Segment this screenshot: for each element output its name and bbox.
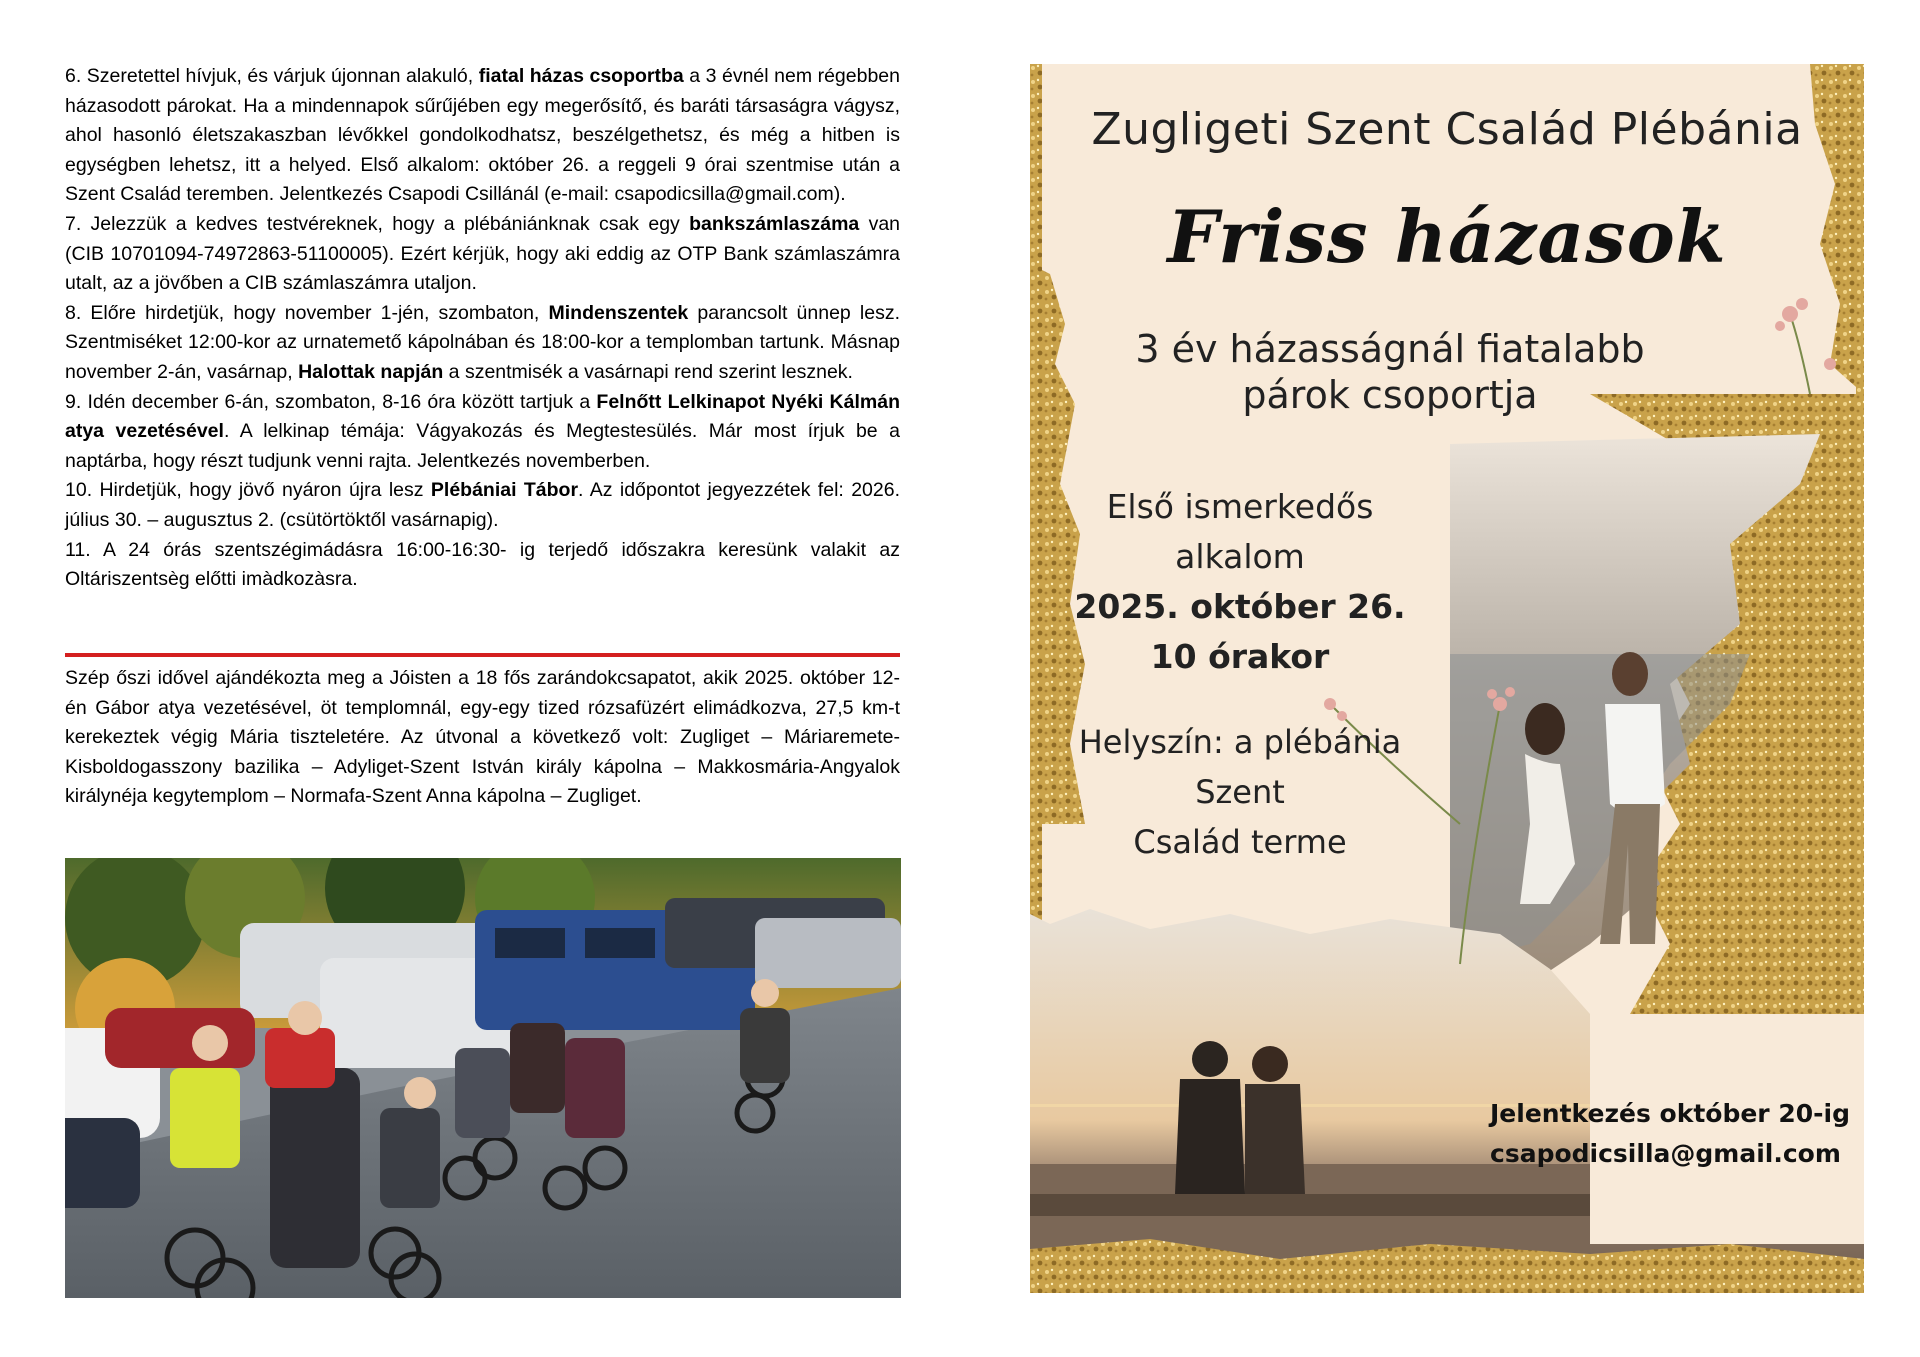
announcement-8-bold-1: Mindenszentek: [548, 301, 689, 324]
cyclists-photo: [65, 858, 901, 1298]
poster-first-line-1: Első ismerkedős: [1106, 487, 1374, 526]
announcement-9: [65, 388, 900, 477]
announcement-6-text: 6. Szeretettel hívjuk, és várjuk újonnan alakuló,: [65, 65, 479, 87]
announcement-10-text: 10. Hirdetjük, hogy jövő nyáron újra lesz: [65, 479, 431, 502]
announcement-9-text-end: . A lelkinap témája: Vágyakozás és Megtestesülés. Már most írjuk be a naptárba, hogy részt tudjunk venni rajta. Jelentkezés novemberben.: [65, 420, 900, 472]
poster-date-line-2: 10 órakor: [1150, 637, 1330, 676]
poster-email: csapodicsilla@gmail.com: [1490, 1139, 1841, 1168]
announcement-7-text-end: van (CIB 10701094-74972863-51100005). Ezért kérjük, hogy aki eddig az OTP Bank számlaszámra utalt, az a jövőben a CIB számlaszámra utaljon.: [65, 212, 901, 295]
poster-location-line-2: Család terme: [1133, 823, 1347, 861]
poster-title: Friss házasok: [1167, 194, 1727, 279]
announcement-7-bold: bankszámlaszáma: [689, 212, 860, 235]
announcement-7-text: 7. Jelezzük a kedves testvéreknek, hogy a plébániánknak csak egy: [65, 212, 690, 235]
announcement-8-text: 8. Előre hirdetjük, hogy november 1-jén, szombaton,: [65, 301, 549, 324]
poster-registration: [1490, 1094, 1850, 1174]
announcement-8-bold-2: Halottak napján: [298, 360, 444, 383]
announcement-6-bold: fiatal házas csoportba: [478, 65, 684, 87]
announcement-8-text-end: a szentmisék a vasárnapi rend szerint lesznek.: [443, 360, 853, 383]
red-divider: [65, 653, 900, 657]
announcement-8: [65, 299, 900, 388]
poster-date: [1050, 582, 1430, 682]
announcement-8-text-mid: parancsolt ünnep lesz. Szentmiséket 12:00-kor az urnatemető kápolnában és 18:00-kor a templomban tartunk. Másnap november 2-án, vasárnap,: [65, 301, 900, 383]
poster-registration-deadline: Jelentkezés október 20-ig: [1490, 1099, 1850, 1128]
poster-subtitle: [1090, 326, 1690, 418]
announcement-10-bold: Plébániai Tábor: [430, 479, 579, 502]
poster-parish-name: Zugligeti Szent Család Plébánia: [1091, 104, 1803, 155]
poster-first-meeting: [1050, 482, 1430, 582]
poster-location-line-1: Helyszín: a plébánia Szent: [1078, 723, 1402, 811]
announcement-9-text: 9. Idén december 6-án, szombaton, 8-16 óra között tartjuk a: [65, 390, 597, 413]
announcement-6-text-end: a 3 évnél nem régebben házasodott párokat. Ha a mindennapok sűrűjében egy megerősítő, és baráti társaságra vágysz, ahol hasonló életszakaszban lévőkkel gondolkodhatsz, beszélgethetsz, és még a hitben is egységben lehetsz, itt a helyed. Első alkalom: október 26. a reggeli 9 órai szentmise után a Szent Család teremben. Jelentkezés Csapodi Csillánál (e-mail: csapodicsilla@gmail.com).: [65, 65, 900, 206]
poster-subtitle-line-2: párok csoportja: [1242, 373, 1538, 417]
pilgrimage-report: Szép őszi idővel ajándékozta meg a Jóisten a 18 fős zarándokcsapatot, akik 2025. október 12-én Gábor atya vezetésével, öt templomnál, egy-egy tized rózsafüzért elimádkozva, 27,5 km-t kerekeztek végig Mária tiszteletére. Az útvonal a következő volt: Zugliget – Máriaremete-Kisboldogasszony bazilika – Adyliget-Szent István király kápolna – Makkosmária-Angyalok királynéja kegytemplom – Normafa-Szent Anna kápolna – Zugliget.: [65, 667, 900, 808]
young-couples-poster: [1030, 64, 1864, 1293]
announcement-9-bold: Felnőtt Lelkinapot Nyéki Kálmán atya vezetésével: [65, 390, 900, 443]
announcement-7: [65, 210, 900, 299]
announcement-6: [65, 62, 900, 210]
poster-date-line-1: 2025. október 26.: [1074, 587, 1406, 626]
announcement-10: [65, 476, 900, 535]
cyclists-illustration: [65, 858, 901, 1298]
poster-first-line-2: alkalom: [1175, 537, 1305, 576]
poster-subtitle-line-1: 3 év házasságnál fiatalabb: [1135, 327, 1645, 371]
poster-location: [1030, 717, 1450, 867]
announcements-column: [65, 62, 900, 595]
announcement-11: 11. A 24 órás szentszégimádásra 16:00-16:30- ig terjedő időszakra keresünk valakit az Oltáriszentsèg előtti imàdkozàsra.: [65, 538, 900, 591]
announcement-10-text-end: . Az időpontot jegyezzétek fel: 2026. július 30. – augusztus 2. (csütörtöktől vasárnapig).: [65, 479, 900, 531]
